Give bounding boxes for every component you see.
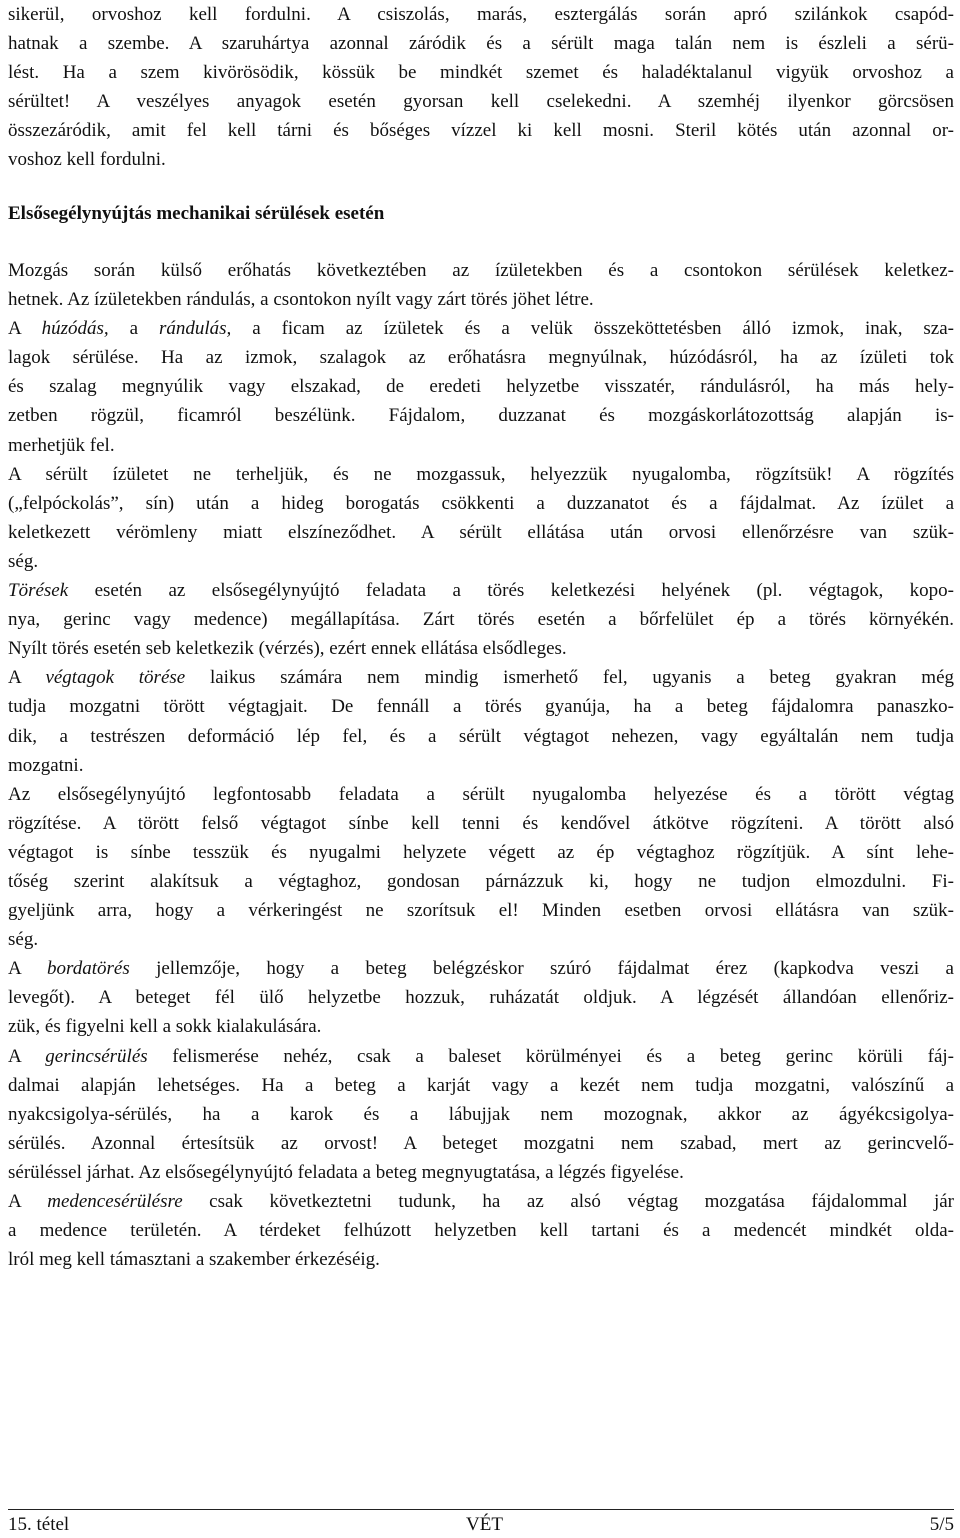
text-line: és szalag megnyúlik vagy elszakad, de eredeti helyzetbe visszatér, rándulásról, ha más hely- xyxy=(8,376,954,398)
text-line: Az elsősegélynyújtó legfontosabb feladata a sérült nyugalomba helyezése és a törött végtag xyxy=(8,783,954,805)
footer-subject: VÉT xyxy=(466,1514,503,1535)
text-line: lról meg kell támasztani a szakember érkezéséig. xyxy=(8,1249,380,1271)
text-line: sérüléssel járhat. Az elsősegélynyújtó feladata a beteg megnyugtatása, a légzés figyelése. xyxy=(8,1161,684,1183)
paragraph-intro xyxy=(8,256,954,314)
text-line: tudja mozgatni törött végtagjait. De fennáll a törés gyanúja, ha a beteg fájdalomra panaszko- xyxy=(8,696,954,718)
text-line: A bordatörés jellemzője, hogy a beteg belégzéskor szúró fájdalmat érez (kapkodva veszi a xyxy=(8,958,954,980)
text-line: voshoz kell fordulni. xyxy=(8,149,166,171)
paragraph-fractures xyxy=(8,576,954,663)
paragraph-pelvic-injury xyxy=(8,1187,954,1274)
text-line: merhetjük fel. xyxy=(8,434,115,456)
text-line: keletkezett vérömleny miatt elszíneződhet. A sérült ellátása után orvosi ellenőrzésre van szük- xyxy=(8,521,954,543)
text-line: Nyílt törés esetén seb keletkezik (vérzés), ezért ennek ellátása elsődleges. xyxy=(8,638,567,660)
text-line: A medencesérülésre csak következtetni tudunk, ha az alsó végtag mozgatása fájdalommal jár xyxy=(8,1191,954,1212)
text-line: nya, gerinc vagy medence) megállapítása. Zárt törés esetén a bőrfelület ép a törés környékén. xyxy=(8,609,954,631)
text-line: rögzítése. A törött felső végtagot sínbe kell tenni és kendővel átkötve rögzíteni. A törött alsó xyxy=(8,812,954,834)
text-line: zük, és figyelni kell a sokk kialakulására. xyxy=(8,1016,322,1038)
text-line: zetben rögzül, ficamról beszélünk. Fájdalom, duzzanat és mozgáskorlátozottság alapján is- xyxy=(8,405,954,427)
text-line: lést. Ha a szem kivörösödik, kössük be mindkét szemet és haladéktalanul vigyük orvoshoz a xyxy=(8,62,954,84)
text-line: összezáródik, amit fel kell tárni és bőséges vízzel ki kell mosni. Steril kötés után azonnal or- xyxy=(8,120,954,142)
text-line: a medence területén. A térdeket felhúzott helyzetben kell tartani és a medencét mindkét olda- xyxy=(8,1220,954,1242)
text-line: tőség szerint alakítsuk a végtaghoz, gondosan párnázzuk ki, hogy ne tudjon elmozdulni. Fi- xyxy=(8,870,954,892)
footer-topic-number: 15. tétel xyxy=(8,1514,70,1535)
section-heading: Elsősegélynyújtás mechanikai sérülések esetén xyxy=(8,203,385,224)
footer-divider xyxy=(8,1509,954,1510)
text-line: dik, a testrészen deformáció lép fel, és a sérült végtagot nehezen, vagy egyáltalán nem tudja xyxy=(8,725,954,747)
section-heading-wrap xyxy=(8,199,384,228)
text-line: Mozgás során külső erőhatás következtében az ízületekben és a csontokon sérülések keletkez- xyxy=(8,260,954,281)
paragraph-first-aid-task xyxy=(8,780,954,955)
paragraph-rib-fracture xyxy=(8,954,954,1041)
text-line: sikerül, orvoshoz kell fordulni. A csiszolás, marás, esztergálás során apró szilánkok csapód- xyxy=(8,4,954,25)
text-line: dalmai alapján lehetséges. Ha a beteg a karját vagy a kezét nem tudja mozgatni, valószínű a xyxy=(8,1074,954,1096)
text-line: gyeljünk arra, hogy a vérkeringést ne szorítsuk el! Minden esetben orvosi ellátásra van szük- xyxy=(8,900,954,922)
text-line: nyakcsigolya-sérülés, ha a karok és a lábujjak nem mozognak, akkor az ágyékcsigolya- xyxy=(8,1103,954,1125)
paragraph xyxy=(8,0,954,175)
text-line: ség. xyxy=(8,550,39,572)
paragraph-sprain xyxy=(8,314,954,459)
body-text xyxy=(8,256,954,1274)
text-line: A gerincsérülés felismerése nehéz, csak a baleset körülményei és a beteg gerinc körüli fáj- xyxy=(8,1045,954,1067)
paragraph-joint-care xyxy=(8,460,954,576)
text-line: („felpóckolás”, sín) után a hideg borogatás csökkenti a duzzanatot és a fájdalmat. Az ízület a xyxy=(8,492,954,514)
text-line: hatnak a szembe. A szaruhártya azonnal záródik és a sérült maga talán nem is észleli a sérü- xyxy=(8,33,954,55)
paragraph-spine-injury xyxy=(8,1042,954,1187)
text-line: A végtagok törése laikus számára nem mindig ismerhető fel, ugyanis a beteg gyakran még xyxy=(8,667,955,689)
footer-page-number: 5/5 xyxy=(929,1514,954,1535)
text-line: lagok sérülése. Ha az izmok, szalagok az erőhatásra megnyúlnak, húzódásról, ha az ízületi tok xyxy=(8,347,954,369)
text-line: A húzódás, a rándulás, a ficam az ízületek és a velük összeköttetésben álló izmok, inak, sza- xyxy=(8,318,955,340)
text-line: sérülés. Azonnal értesítsük az orvost! A beteget mozgatni nem szabad, mert az gerincvelő- xyxy=(8,1132,954,1154)
text-line: sérültet! A veszélyes anyagok esetén gyorsan kell cselekedni. A szemhéj ilyenkor görcsösen xyxy=(8,91,954,113)
text-line: ség. xyxy=(8,929,39,951)
text-line: A sérült ízületet ne terheljük, és ne mozgassuk, helyezzük nyugalomba, rögzítsük! A rögzítés xyxy=(8,463,954,485)
paragraph-limb-fracture xyxy=(8,663,954,779)
paragraph-eye-injury xyxy=(8,0,954,175)
text-line: mozgatni. xyxy=(8,754,84,776)
page-footer xyxy=(8,1512,954,1538)
text-line: végtagot is sínbe tesszük és nyugalmi helyzete végett az ép végtaghoz rögzítjük. A sínt lehe- xyxy=(8,841,954,863)
text-line: hetnek. Az ízületekben rándulás, a csontokon nyílt vagy zárt törés jöhet létre. xyxy=(8,289,594,311)
text-line: levegőt). A beteget fél ülő helyzetbe hozzuk, ruházatát oldjuk. A légzését állandóan ellenőriz- xyxy=(8,987,954,1009)
text-line: Törések esetén az elsősegélynyújtó feladata a törés keletkezési helyének (pl. végtagok, kopo- xyxy=(8,580,954,602)
